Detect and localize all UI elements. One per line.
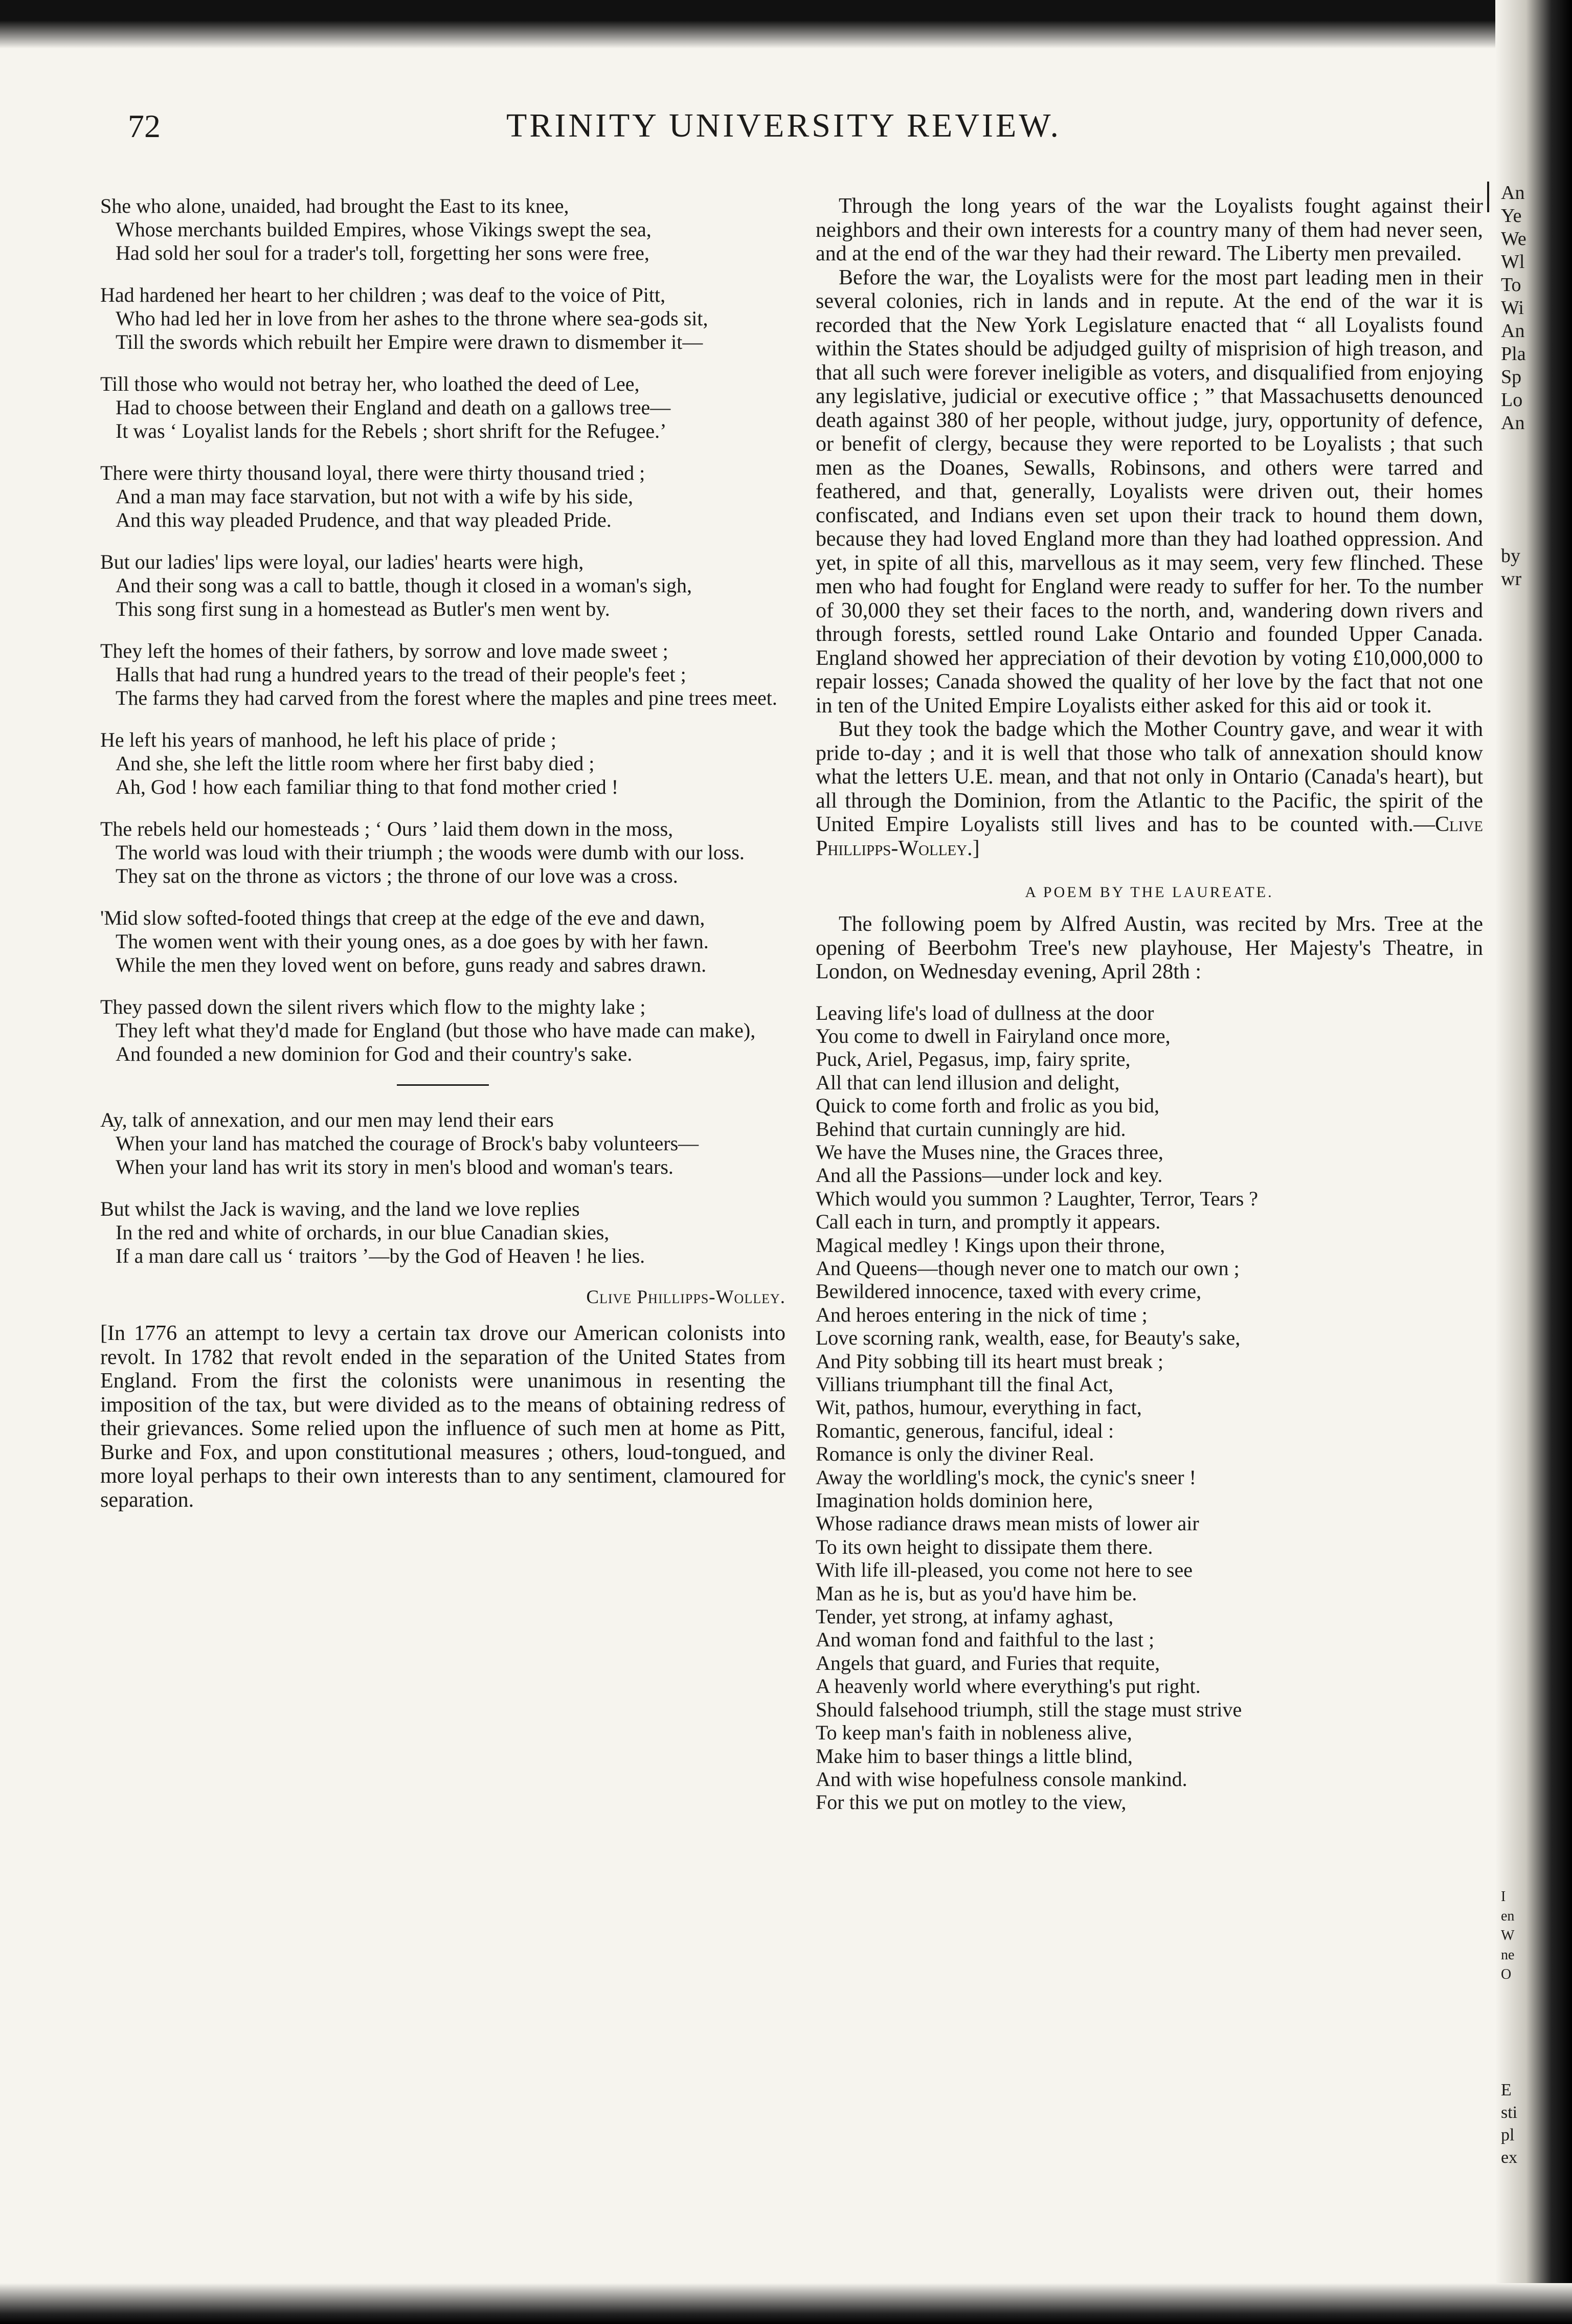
- margin-fragment: ne: [1501, 1947, 1515, 1963]
- poem-intro-paragraph: The following poem by Alfred Austin, was recited by Mrs. Tree at the opening of Beerbohm Tree's new playhouse, Her Majesty's Theatre, in London, on Wednesday evening, April 28th :: [816, 912, 1483, 984]
- poem-stanza: [100, 283, 785, 354]
- poem-line: Till the swords which rebuilt her Empire were drawn to dismember it—: [116, 330, 703, 353]
- margin-fragment: To: [1501, 274, 1521, 296]
- essay-paragraph: Before the war, the Loyalists were for the most part leading men in their several colonies, rich in lands and in repute. At the end of the war it is recorded that the New York Legislature enacted that “ all Loyalists found within the States should be adjudged guilty of misprision of high treason, and that all such were forever ineligible as voters, and disqualified from enjoying any legislative, judicial or executive office ; ” that Massachusetts denounced death against 380 of her people, without judge, jury, opportunity of defence, or benefit of clergy, because they were reported to be Loyalists ; that such men as the Doanes, Sewalls, Robinsons, and others were tarred and feathered, and that, generally, Loyalists were driven out, their homes confiscated, and Indians even set upon their track to hound them down, because they had loved England more than they had loathed oppression. And yet, in spite of all this, marvellous as it may seem, very few flinched. These men who had fought for England were ready to suffer for her. To the number of 30,000 they set their faces to the north, and, wandering down rivers and through forests, settled round Lake Ontario and founded Upper Canada. England showed her appreciation of their devotion by voting £10,000,000 to repair losses; Canada showed the quality of her love by the fact that not one in ten of the United Empire Loyalists either asked for this aid or took it.: [816, 265, 1483, 718]
- poem-stanza: [100, 995, 785, 1066]
- margin-fragment: W: [1501, 1928, 1515, 1943]
- poem-line: They left what they'd made for England (but those who have made can make),: [116, 1019, 756, 1042]
- poem-line: Had sold her soul for a trader's toll, forgetting her sons were free,: [116, 241, 649, 264]
- laureate-poem-line: Angels that guard, and Furies that requite,: [816, 1651, 1160, 1674]
- poem-line: Halls that had rung a hundred years to the tread of their people's feet ;: [116, 663, 686, 686]
- poem-line: If a man dare call us ‘ traitors ’—by the God of Heaven ! he lies.: [116, 1244, 645, 1267]
- section-title: A POEM BY THE LAUREATE.: [1025, 884, 1274, 901]
- laureate-poem: [816, 1001, 1483, 1814]
- margin-fragment: O: [1501, 1967, 1512, 1982]
- poem-line: And founded a new dominion for God and their country's sake.: [116, 1042, 633, 1065]
- poem-line: The women went with their young ones, as a doe goes by with her fawn.: [116, 930, 709, 953]
- poem-stanza: [100, 728, 785, 799]
- laureate-poem-line: Call each in turn, and promptly it appears.: [816, 1210, 1161, 1234]
- laureate-poem-line: Behind that curtain cunningly are hid.: [816, 1117, 1126, 1141]
- poem-line: They sat on the throne as victors ; the throne of our love was a cross.: [116, 864, 678, 887]
- laureate-poem-line: Quick to come forth and frolic as you bid,: [816, 1094, 1160, 1118]
- poem-line: And their song was a call to battle, though it closed in a woman's sigh,: [116, 574, 692, 597]
- editor-note-paragraph: [In 1776 an attempt to levy a certain tax drove our American colonists into revolt. In 1782 that revolt ended in the separation of the United States from England. From the first the colonists were unanimous in resenting the imposition of the tax, but were divided as to the means of obtaining redress of their grievances. Some relied upon the influence of such men at home as Pitt, Burke and Fox, and upon constitutional measures ; others, loud-tongued, and more loyal perhaps to their own interests than to any sentiment, clamoured for separation.: [100, 1322, 785, 1512]
- margin-fragment: pl: [1501, 2126, 1515, 2144]
- laureate-poem-line: Make him to baser things a little blind,: [816, 1744, 1133, 1768]
- margin-fragment: Wi: [1501, 297, 1524, 319]
- laureate-poem-line: Bewildered innocence, taxed with every crime,: [816, 1280, 1202, 1303]
- margin-fragment: Ye: [1501, 205, 1522, 227]
- laureate-poem-line: To its own height to dissipate them there.: [816, 1535, 1153, 1558]
- laureate-poem-line: And Queens—though never one to match our own ;: [816, 1256, 1240, 1280]
- poem-line: Ah, God ! how each familiar thing to that fond mother cried !: [116, 775, 619, 798]
- loyalist-essay: [816, 194, 1483, 860]
- poem-line: It was ‘ Loyalist lands for the Rebels ; short shrift for the Refugee.’: [116, 419, 667, 442]
- poem-line: The farms they had carved from the forest where the maples and pine trees meet.: [116, 686, 777, 709]
- margin-fragments-bottom: [1501, 2079, 1517, 2169]
- poem-stanza: [100, 1197, 785, 1268]
- margin-fragment: Sp: [1501, 366, 1522, 388]
- poem-line: And a man may face starvation, but not with a wife by his side,: [116, 485, 633, 508]
- laureate-poem-line: For this we put on motley to the view,: [816, 1791, 1127, 1814]
- poem-line: While the men they loved went on before, guns ready and sabres drawn.: [116, 953, 707, 976]
- poem-stanza: [100, 550, 785, 621]
- margin-fragment: I: [1501, 1889, 1506, 1905]
- laureate-poem-line: And with wise hopefulness console mankind.: [816, 1767, 1187, 1791]
- laureate-poem-line: Love scorning rank, wealth, ease, for Beauty's sake,: [816, 1326, 1241, 1350]
- margin-fragment: by: [1501, 545, 1520, 567]
- editor-note: [100, 1322, 785, 1512]
- margin-fragment: Wl: [1501, 251, 1525, 273]
- essay-paragraph: Through the long years of the war the Loyalists fought against their neighbors and their own interests for a country many of them had never seen, and at the end of the war they had their reward. The Liberty men prevailed.: [816, 194, 1483, 265]
- poem-stanza: [100, 906, 785, 977]
- poem-line: Ay, talk of annexation, and our men may lend their ears: [100, 1108, 554, 1131]
- laureate-poem-line: Away the worldling's mock, the cynic's sneer !: [816, 1465, 1196, 1489]
- poem-line: Had hardened her heart to her children ; was deaf to the voice of Pitt,: [100, 283, 666, 306]
- section-divider: [397, 1084, 489, 1086]
- poem-stanzas: [100, 194, 785, 1066]
- laureate-poem-line: Should falsehood triumph, still the stage must strive: [816, 1697, 1242, 1721]
- poem-line: In the red and white of orchards, in our blue Canadian skies,: [116, 1221, 610, 1244]
- margin-rule: [1487, 182, 1489, 212]
- right-column: [816, 194, 1483, 1814]
- left-column: [100, 194, 785, 1512]
- poem-signature: Clive Phillipps-Wolley.: [586, 1287, 785, 1308]
- margin-fragment: wr: [1501, 568, 1522, 590]
- laureate-poem-line: And all the Passions—under lock and key.: [816, 1164, 1163, 1187]
- poem-line: And she, she left the little room where her first baby died ;: [116, 752, 595, 775]
- margin-fragment: An: [1501, 412, 1525, 434]
- poem-stanzas-closing: [100, 1108, 785, 1268]
- poem-stanza: [100, 1108, 785, 1179]
- margin-fragment: An: [1501, 320, 1525, 342]
- laureate-poem-line: You come to dwell in Fairyland once more,: [816, 1024, 1171, 1047]
- page-top-shadow: [0, 0, 1572, 49]
- poem-line: They left the homes of their fathers, by sorrow and love made sweet ;: [100, 639, 668, 662]
- page-number: 72: [128, 108, 161, 144]
- margin-fragment: An: [1501, 182, 1525, 204]
- poem-line: She who alone, unaided, had brought the East to its knee,: [100, 194, 569, 217]
- margin-fragments-lower: [1501, 1887, 1514, 1984]
- poem-stanza: [100, 817, 785, 888]
- poem-line: And this way pleaded Prudence, and that way pleaded Pride.: [116, 508, 612, 531]
- margin-fragment: We: [1501, 228, 1526, 250]
- laureate-poem-line: We have the Muses nine, the Graces three,: [816, 1140, 1163, 1164]
- poem-stanza: [100, 372, 785, 443]
- laureate-poem-line: Tender, yet strong, at infamy aghast,: [816, 1605, 1114, 1628]
- laureate-poem-line: A heavenly world where everything's put right.: [816, 1674, 1201, 1698]
- poem-line: But whilst the Jack is waving, and the land we love replies: [100, 1197, 580, 1220]
- running-head-title: TRINITY UNIVERSITY REVIEW.: [506, 107, 1062, 144]
- laureate-poem-line: And woman fond and faithful to the last ;: [816, 1628, 1155, 1651]
- margin-fragment: ex: [1501, 2148, 1518, 2167]
- poem-line: But our ladies' lips were loyal, our ladies' hearts were high,: [100, 550, 584, 573]
- margin-fragment: Lo: [1501, 389, 1523, 411]
- poem-line: When your land has matched the courage of Brock's baby volunteers—: [116, 1132, 699, 1155]
- laureate-poem-line: Which would you summon ? Laughter, Terror, Tears ?: [816, 1187, 1259, 1210]
- poem-line: The world was loud with their triumph ; the woods were dumb with our loss.: [116, 841, 745, 864]
- poem-line: Who had led her in love from her ashes to the throne where sea-gods sit,: [116, 307, 708, 330]
- laureate-poem-line: To keep man's faith in nobleness alive,: [816, 1721, 1132, 1745]
- laureate-poem-line: And heroes entering in the nick of time ;: [816, 1303, 1148, 1326]
- laureate-poem-line: Puck, Ariel, Pegasus, imp, fairy sprite,: [816, 1047, 1131, 1071]
- laureate-poem-line: Whose radiance draws mean mists of lower air: [816, 1512, 1199, 1535]
- laureate-poem-line: And Pity sobbing till its heart must break ;: [816, 1349, 1163, 1373]
- poem-line: There were thirty thousand loyal, there were thirty thousand tried ;: [100, 461, 645, 484]
- essay-signature: Clive Phillipps-Wolley.]: [816, 813, 1483, 860]
- laureate-poem-line: Imagination holds dominion here,: [816, 1489, 1093, 1512]
- essay-paragraph-text: But they took the badge which the Mother Country gave, and wear it with pride to-day ; and it is well that those who talk of annexation should know what the letters U.E. mean, and that not only in Ontario (Canada's heart), but all through the Dominion, from the Atlantic to the Pacific, the spirit of the United Empire Loyalists still lives and has to be counted with.—: [816, 718, 1483, 836]
- laureate-poem-line: Wit, pathos, humour, everything in fact,: [816, 1396, 1142, 1419]
- laureate-poem-line: All that can lend illusion and delight,: [816, 1070, 1120, 1094]
- margin-fragment: Pla: [1501, 343, 1526, 365]
- margin-fragment: sti: [1501, 2103, 1518, 2122]
- poem-line: Till those who would not betray her, who loathed the deed of Lee,: [100, 372, 640, 395]
- laureate-poem-line: Magical medley ! Kings upon their throne,: [816, 1233, 1165, 1257]
- laureate-poem-line: Romantic, generous, fanciful, ideal :: [816, 1419, 1114, 1442]
- margin-fragment: E: [1501, 2081, 1512, 2099]
- essay-paragraph-final: [816, 718, 1483, 860]
- laureate-poem-line: With life ill-pleased, you come not here to see: [816, 1558, 1193, 1582]
- poem-line: 'Mid slow softed-footed things that creep at the edge of the eve and dawn,: [100, 906, 705, 929]
- poem-line: They passed down the silent rivers which flow to the mighty lake ;: [100, 995, 646, 1018]
- laureate-poem-line: Villians triumphant till the final Act,: [816, 1373, 1113, 1396]
- poem-line: Had to choose between their England and death on a gallows tree—: [116, 396, 671, 419]
- poem-line: He left his years of manhood, he left his place of pride ;: [100, 728, 556, 751]
- poem-line: This song first sung in a homestead as Butler's men went by.: [116, 597, 610, 620]
- poem-line: The rebels held our homesteads ; ‘ Ours ’ laid them down in the moss,: [100, 817, 673, 840]
- poem-line: When your land has writ its story in men's blood and woman's tears.: [116, 1155, 673, 1178]
- poem-intro: [816, 912, 1483, 984]
- page-bottom-shadow: [0, 2283, 1572, 2324]
- poem-stanza: [100, 461, 785, 532]
- laureate-poem-line: Romance is only the diviner Real.: [816, 1442, 1094, 1466]
- laureate-poem-line: Leaving life's load of dullness at the door: [816, 1001, 1154, 1024]
- poem-stanza: [100, 639, 785, 710]
- laureate-poem-line: Man as he is, but as you'd have him be.: [816, 1581, 1137, 1605]
- margin-fragment: en: [1501, 1908, 1515, 1924]
- margin-fragments-upper: [1501, 182, 1526, 435]
- poem-stanza: [100, 194, 785, 265]
- poem-line: Whose merchants builded Empires, whose Vikings swept the sea,: [116, 218, 652, 241]
- margin-fragments-middle: [1501, 545, 1521, 591]
